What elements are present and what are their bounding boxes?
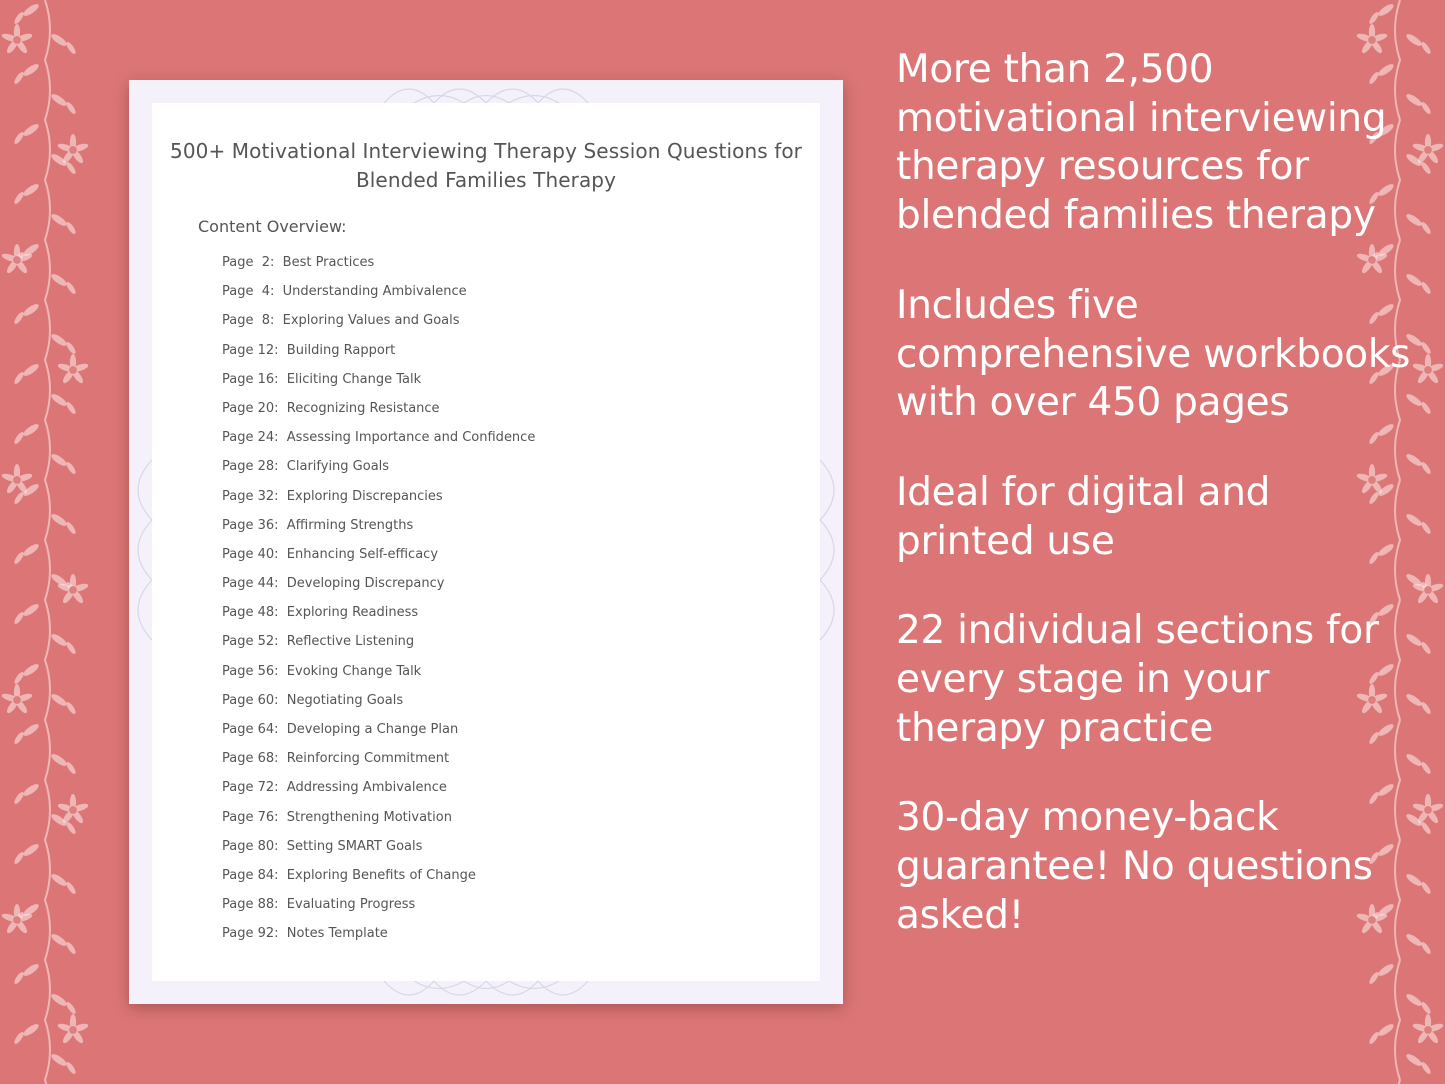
toc-item: Page 64: Developing a Change Plan [222,722,459,737]
feature-list [896,46,1416,982]
toc-item: Page 72: Addressing Ambivalence [222,780,447,796]
toc-item: Page 52: Reflective Listening [222,634,415,650]
feature-text: 30-day money-back guarantee! No questions asked! [896,795,1373,938]
toc-item: Page 56: Evoking Change Talk [222,663,422,679]
toc-item: Page 28: Clarifying Goals [222,459,390,475]
feature-text: More than 2,500 motivational interviewing therapy resources for blended families therapy [896,47,1387,239]
content-overview-label: Content Overview: [198,217,347,236]
toc-item: Page 80: Setting SMART Goals [222,838,423,854]
toc-item: Page 40: Enhancing Self-efficacy [222,546,439,562]
toc-item: Page 60: Negotiating Goals [222,692,404,708]
toc-item: Page 4: Understanding Ambivalence [222,284,467,300]
toc-item: Page 48: Exploring Readiness [222,605,419,621]
floral-vine-left-icon [0,0,90,1084]
toc-item: Page 12: Building Rapport [222,342,396,358]
toc-item: Page 16: Eliciting Change Talk [222,371,422,387]
feature-text: Includes five comprehensive workbooks with over 450 pages [896,282,1411,426]
toc-item: Page 20: Recognizing Resistance [222,400,440,416]
toc-item: Page 32: Exploring Discrepancies [222,488,443,504]
table-of-contents [222,255,535,956]
feature-text: Ideal for digital and printed use [896,469,1271,564]
toc-item: Page 84: Exploring Benefits of Change [222,867,476,883]
toc-item: Page 2: Best Practices [222,255,375,270]
toc-item: Page 88: Evaluating Progress [222,897,416,913]
document-title: 500+ Motivational Interviewing Therapy Session Questions for Blended Families Therapy [170,139,802,192]
document-sheet [152,103,820,981]
toc-item: Page 68: Reinforcing Commitment [222,751,450,767]
toc-item: Page 24: Assessing Importance and Confidence [222,430,536,446]
toc-item: Page 36: Affirming Strengths [222,517,414,533]
feature-text: 22 individual sections for every stage in your therapy practice [896,608,1379,751]
toc-item: Page 76: Strengthening Motivation [222,809,452,825]
toc-item: Page 44: Developing Discrepancy [222,576,445,592]
toc-item: Page 92: Notes Template [222,926,388,942]
document-page [129,80,843,1004]
toc-item: Page 8: Exploring Values and Goals [222,313,460,329]
